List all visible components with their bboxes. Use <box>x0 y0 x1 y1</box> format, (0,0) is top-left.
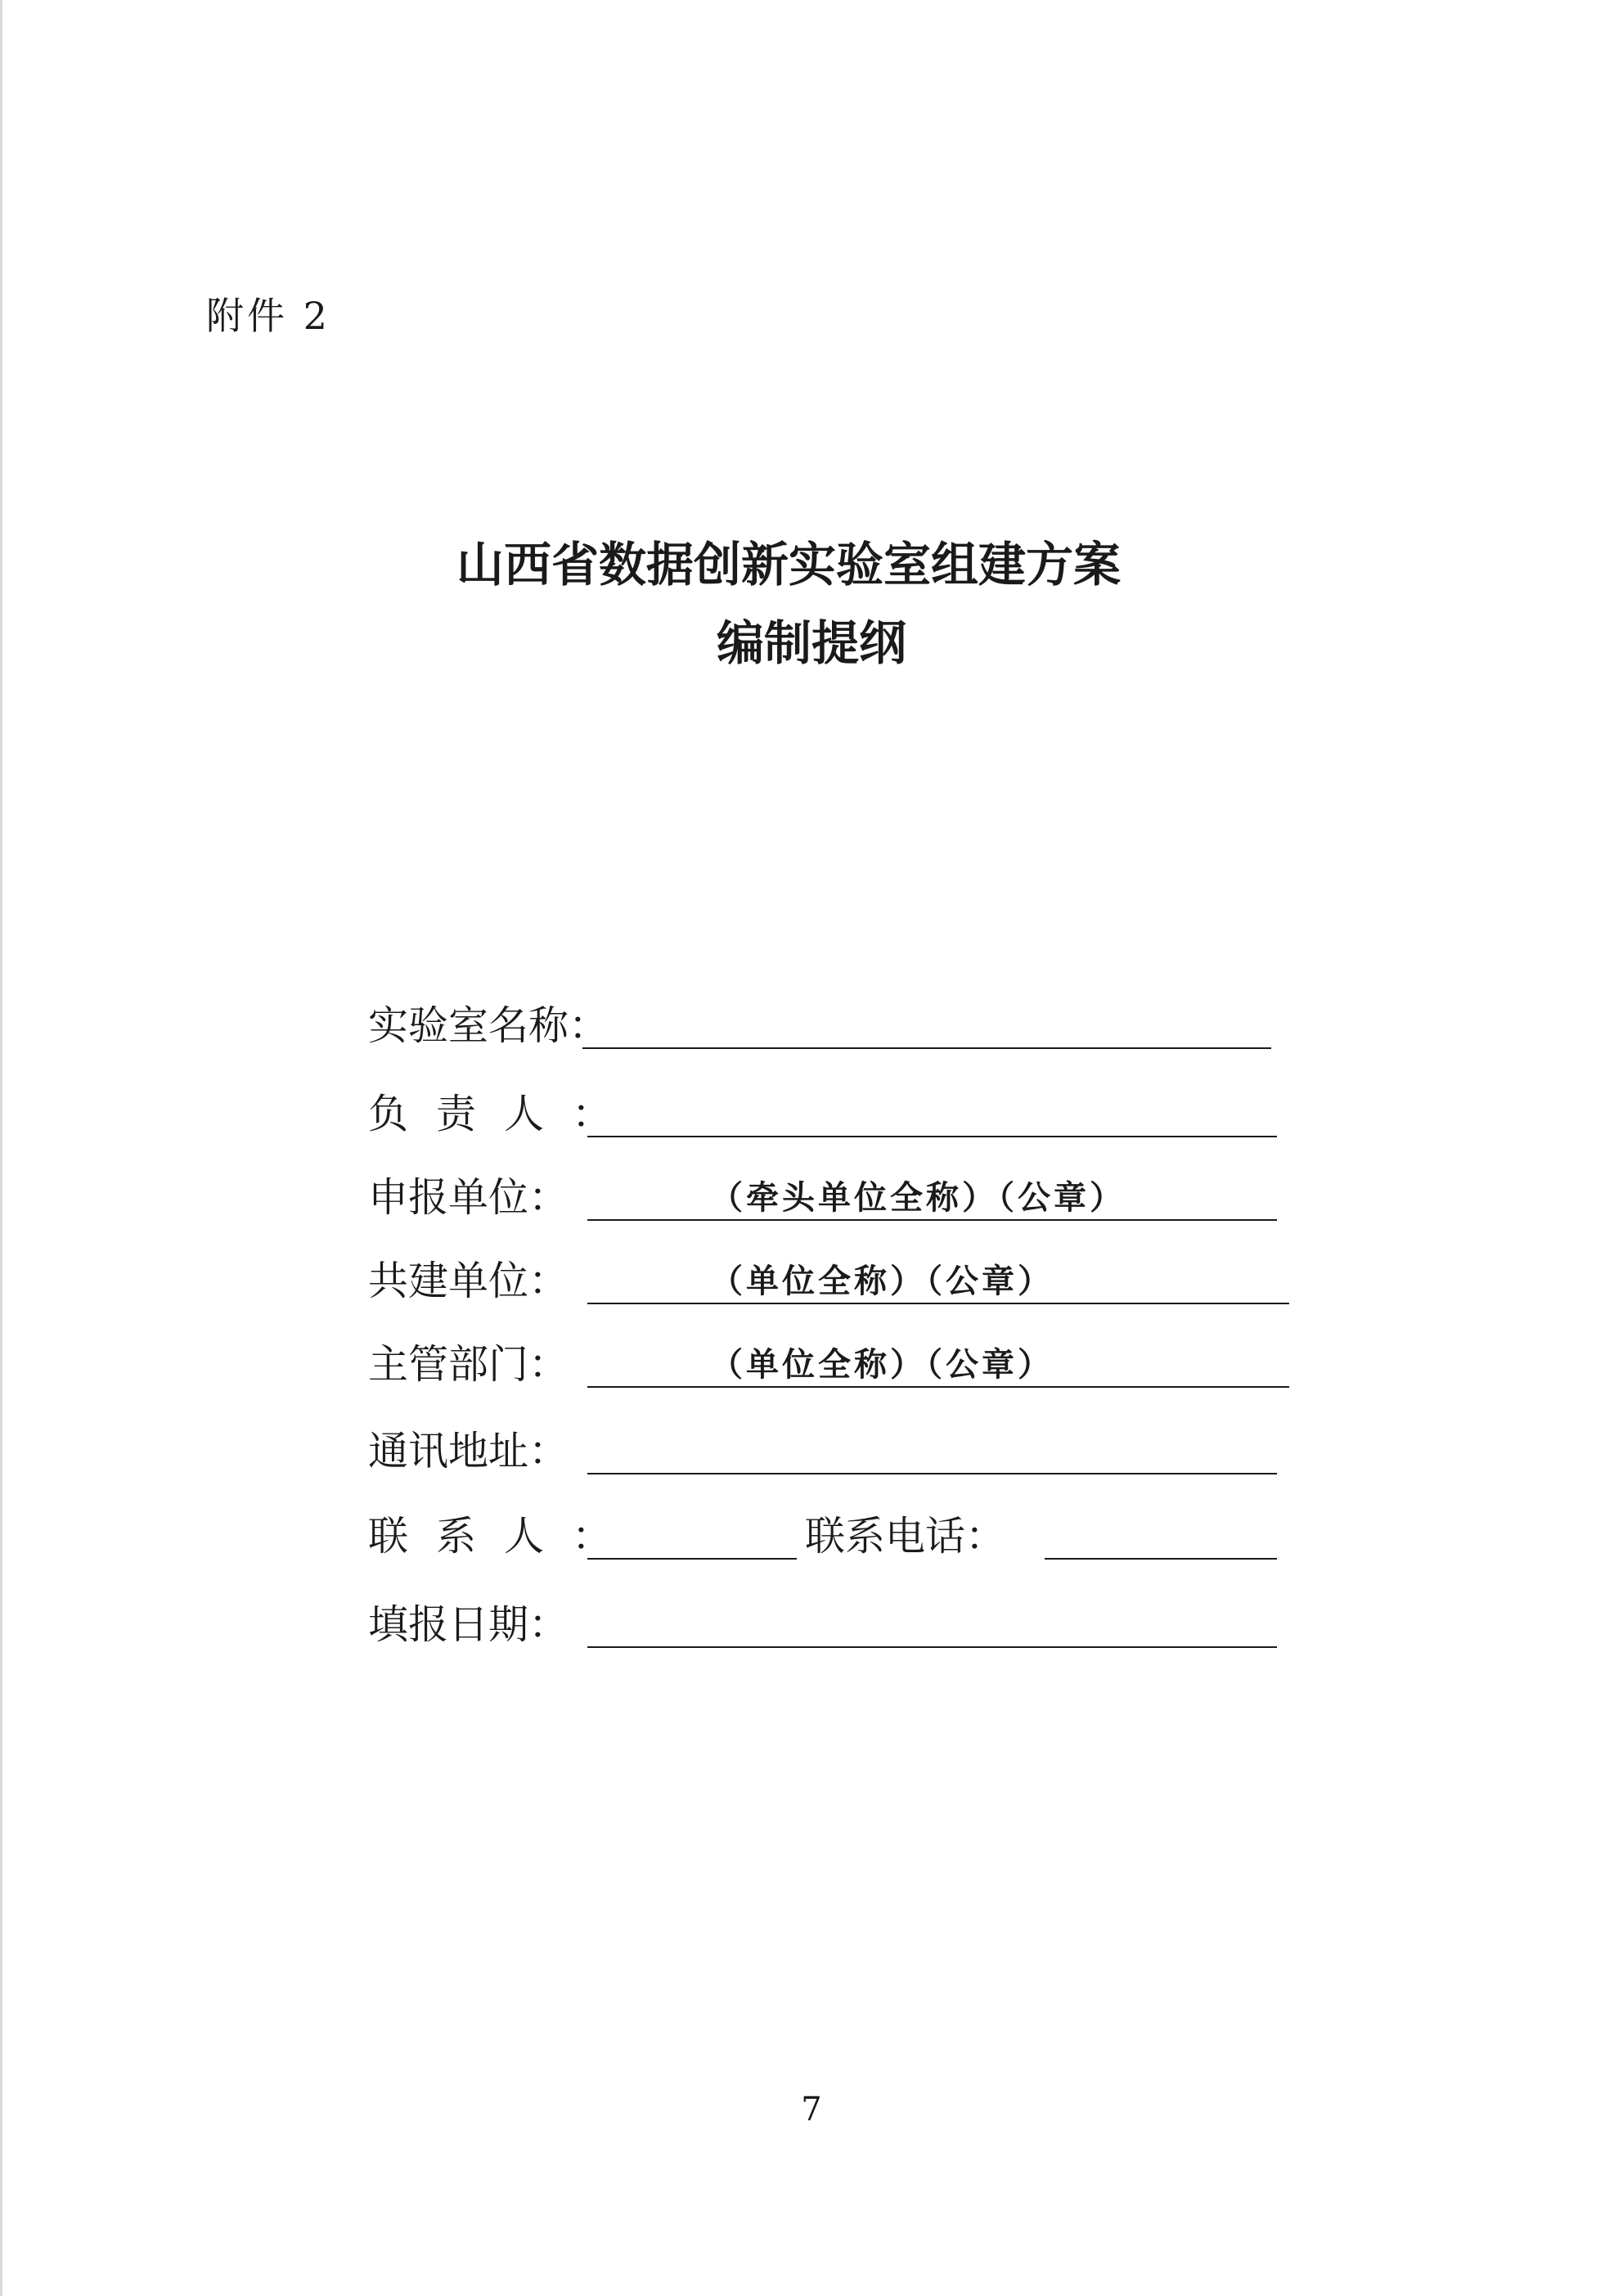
authority-hint: （单位全称）（公章） <box>710 1345 1054 1384</box>
field-row-contact <box>368 1510 1293 1563</box>
document-title: 山西省数据创新实验室组建方案 <box>456 537 1121 592</box>
date-label: 填报日期： <box>368 1601 569 1648</box>
phone-label: 联系电话： <box>805 1513 1006 1560</box>
leader-input[interactable] <box>587 1136 1277 1137</box>
contact-input[interactable] <box>587 1558 797 1560</box>
phone-input[interactable] <box>1045 1558 1277 1560</box>
page-number: 7 <box>801 2091 822 2128</box>
leader-label: 负责人： <box>368 1091 613 1137</box>
document-subtitle: 编制提纲 <box>716 615 906 671</box>
page-edge <box>0 0 2 2296</box>
co-builder-label: 共建单位： <box>368 1258 569 1304</box>
address-input[interactable] <box>587 1473 1277 1474</box>
lab-name-label: 实验室名称： <box>368 1002 609 1049</box>
applicant-hint: （牵头单位全称）（公章） <box>710 1178 1126 1217</box>
lab-name-input[interactable] <box>582 1047 1271 1049</box>
applicant-label: 申报单位： <box>368 1174 569 1221</box>
authority-label: 主管部门： <box>368 1341 569 1388</box>
address-label: 通讯地址： <box>368 1428 569 1474</box>
attachment-label: 附件 2 <box>206 294 330 338</box>
date-input[interactable] <box>587 1646 1277 1648</box>
co-builder-hint: （单位全称）（公章） <box>710 1262 1054 1300</box>
contact-label: 联系人： <box>368 1513 613 1560</box>
